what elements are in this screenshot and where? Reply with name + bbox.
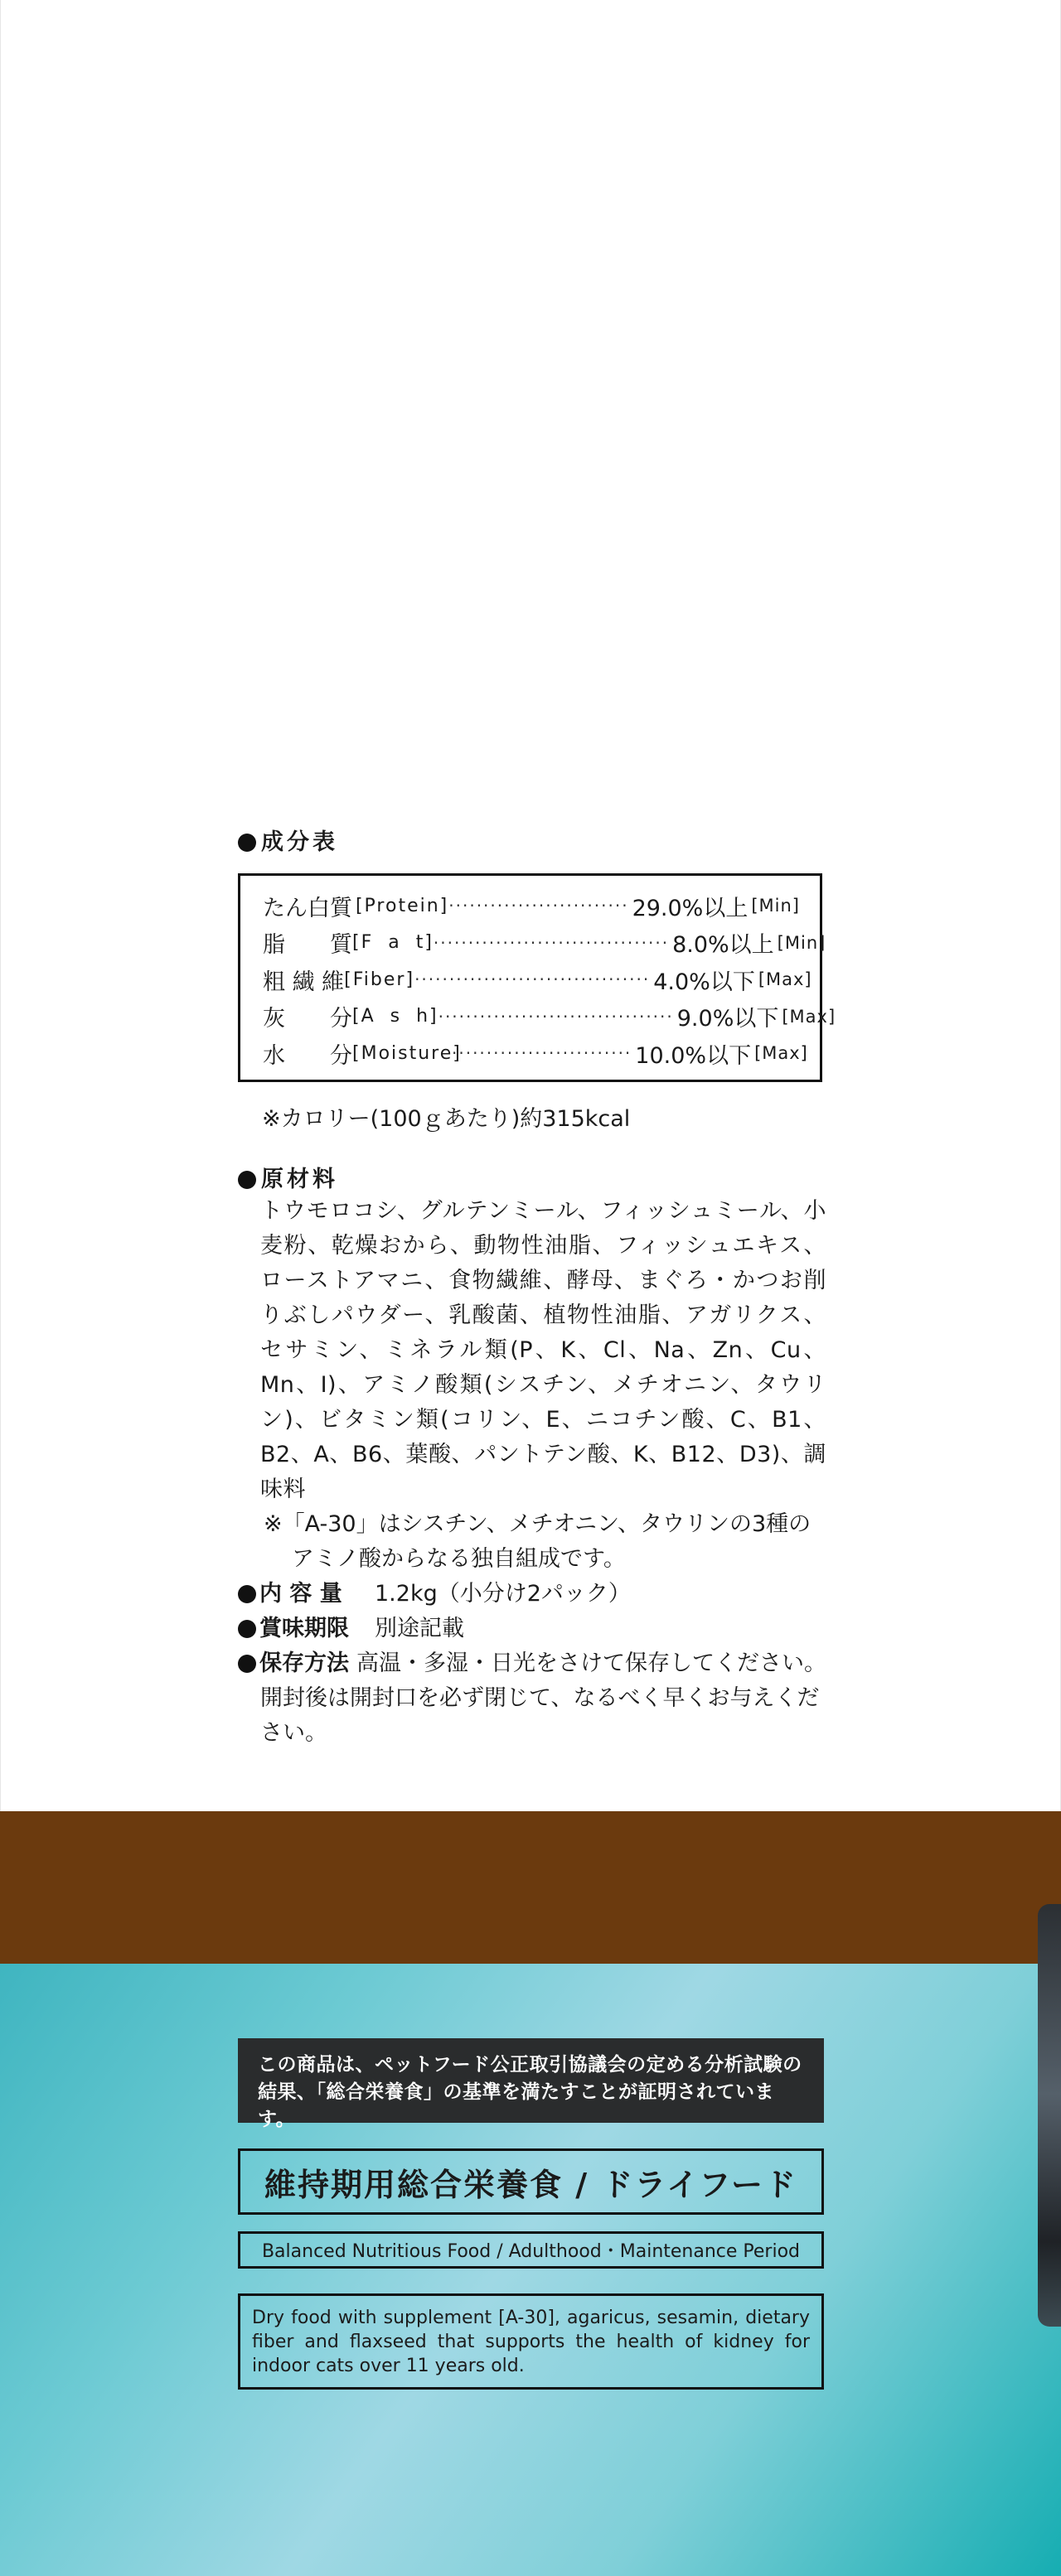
expiry-row <box>238 1612 826 1646</box>
product-type-en: Balanced Nutritious Food / Adulthood・Maintenance Period <box>238 2231 824 2269</box>
nutrient-en: [A s h] <box>352 1006 438 1027</box>
bullet-icon <box>238 834 256 852</box>
table-row <box>263 1035 808 1072</box>
a30-note <box>264 1507 827 1577</box>
brown-band <box>0 1811 1061 1964</box>
nutrition-claim-box <box>238 2038 824 2130</box>
nutrient-value: 29.0%以上 <box>632 895 749 921</box>
bullet-icon <box>238 1171 256 1189</box>
nutrient-en: [Protein] <box>355 895 449 916</box>
table-row <box>263 925 826 962</box>
calorie-note: ※カロリー(100ｇあたり)約315kcal <box>262 1106 631 1132</box>
table-row <box>263 998 836 1036</box>
storage-label: 保存方法 <box>259 1650 349 1676</box>
nutrition-heading: 成分表 <box>238 829 826 857</box>
nutrient-limit: [Min] <box>777 932 826 953</box>
expiry-label: 賞味期限 <box>259 1616 349 1641</box>
nutrient-en: [F a t] <box>352 932 434 954</box>
a30-note-line1: ※「A-30」はシスチン、メチオニン、タウリンの3種の <box>264 1511 811 1537</box>
ingredients-list: トウモロコシ、グルテンミール、フィッシュミール、小麦粉、乾燥おから、動物性油脂、フィッシュエキス、ローストアマニ、食物繊維、酵母、まぐろ・かつお削りぶしパウダー、乳酸菌、植物性油脂、アガリクス、セサミン、ミネラル類(P、K、Cl、Na、Zn、Cu、Mn、I)、アミノ酸類(シスチン、メチオニン、タウリン)、ビタミン類(コリン、E、ニコチン酸、C、B1、B2、A、B6、葉酸、パントテン酸、K、B12、D3)、調味料 <box>260 1198 826 1502</box>
leader-dots: ·························· <box>448 896 629 916</box>
package-info <box>238 829 836 1751</box>
product-description-en: Dry food with supplement [A-30], agaricus, sesamin, dietary fiber and flaxseed that supports the health of kidney for indoor cats over 11 years old. <box>238 2293 824 2390</box>
bullet-icon <box>238 1655 256 1673</box>
leader-dots: ·································· <box>438 1006 674 1027</box>
nutrient-value: 4.0%以下 <box>653 969 755 995</box>
storage-value-2: 開封後は開封口を必ず閉じて、なるべく早くお与えください。 <box>260 1685 820 1746</box>
cat-photo-edge <box>1038 1904 1061 2327</box>
expiry-value: 別途記載 <box>375 1616 464 1641</box>
storage-row <box>238 1646 826 1681</box>
nutrient-name: 灰 分 <box>263 1006 352 1032</box>
leader-dots: ·································· <box>414 969 651 990</box>
nutrient-value: 8.0%以上 <box>672 932 774 959</box>
claim-line1: この商品は、ペットフード公正取引協議会の定める分析試験の <box>258 2054 802 2076</box>
nutrient-en: [Fiber] <box>344 969 415 990</box>
nutrient-name: 粗 繊 維 <box>263 969 345 995</box>
nutrient-limit: [Min] <box>751 896 800 916</box>
table-row <box>263 887 800 925</box>
content-amount-row <box>238 1577 826 1612</box>
content-amount-value: 1.2kg（小分け2パック） <box>375 1581 631 1607</box>
nutrient-name: たん白質 <box>263 895 352 921</box>
content-amount-label: 内 容 量 <box>259 1581 342 1607</box>
leader-dots: ·························· <box>452 1043 632 1064</box>
product-type-title: 維持期用総合栄養食 / ドライフード <box>238 2148 824 2215</box>
nutrient-limit: [Max] <box>754 1043 808 1064</box>
storage-value: 高温・多湿・日光をさけて保存してください。 <box>356 1650 826 1676</box>
bullet-icon <box>238 1620 256 1638</box>
a30-note-line2: アミノ酸からなる独自組成です。 <box>292 1546 626 1572</box>
nutrient-value: 10.0%以下 <box>635 1042 752 1069</box>
nutrient-limit: [Max] <box>782 1006 836 1027</box>
nutrition-table <box>238 873 836 1082</box>
nutrient-en: [Moisture] <box>352 1042 462 1064</box>
nutrient-name: 脂 質 <box>263 932 352 959</box>
leader-dots: ·································· <box>433 932 670 953</box>
table-row <box>263 961 812 998</box>
nutrient-value: 9.0%以下 <box>676 1006 779 1032</box>
ingredients-heading: 原材料 <box>238 1166 826 1194</box>
claim-line2: 結果、「総合栄養食」の基準を満たすことが証明されています。 <box>258 2081 774 2130</box>
bullet-icon <box>238 1585 256 1603</box>
nutrient-limit: [Max] <box>758 969 812 990</box>
nutrient-name: 水 分 <box>263 1042 352 1069</box>
